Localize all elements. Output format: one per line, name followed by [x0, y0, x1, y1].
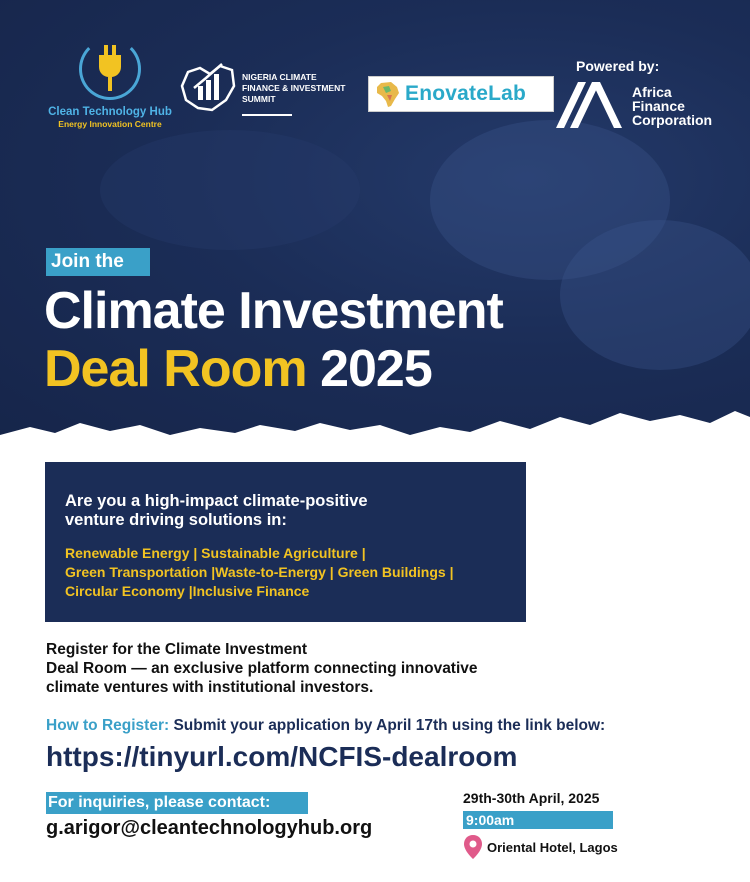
afc-line1: Africa — [632, 84, 672, 100]
cth-tagline: Energy Innovation Centre — [58, 119, 162, 129]
question-line2: venture driving solutions in: — [65, 511, 287, 529]
africa-map-icon — [373, 79, 403, 109]
afc-mark-icon — [556, 82, 628, 128]
cth-name: Clean Technology Hub — [48, 106, 172, 118]
sectors-line2: Green Transportation |Waste-to-Energy | Green Buildings | — [65, 564, 454, 580]
afc-line2: Finance — [632, 98, 685, 114]
sectors-line3: Circular Economy |Inclusive Finance — [65, 583, 310, 599]
nigeria-map-icon — [176, 56, 238, 118]
torn-paper-edge — [0, 395, 750, 455]
how-to-register-text: Submit your application by April 17th using the link below: — [169, 717, 606, 734]
powered-by-label: Powered by: — [576, 58, 660, 74]
location-pin-icon — [463, 834, 483, 860]
ncfis-line2: FINANCE & INVESTMENT — [242, 83, 346, 93]
question-line1: Are you a high-impact climate-positive — [65, 492, 368, 510]
venue-name: Oriental Hotel, Lagos — [487, 839, 618, 855]
plug-icon — [99, 55, 121, 77]
ncfis-logo — [176, 56, 366, 122]
background-shape — [100, 130, 360, 250]
afc-logo — [556, 82, 736, 130]
enovatelab-logo — [368, 76, 554, 112]
background-shape — [560, 220, 750, 370]
join-the-label: Join the — [46, 248, 150, 276]
title-line2 — [44, 339, 432, 399]
plug-ring-icon — [79, 38, 141, 100]
ncfis-underline — [242, 114, 292, 116]
clean-technology-hub-logo — [40, 38, 180, 129]
afc-line3: Corporation — [632, 112, 713, 128]
ncfis-line1: NIGERIA CLIMATE — [242, 72, 317, 82]
title-highlight: Deal Room — [44, 340, 307, 398]
enovatelab-name: EnovateLab — [405, 82, 527, 105]
how-to-register-label: How to Register: — [46, 717, 170, 734]
title-line1: Climate Investment — [44, 282, 503, 340]
how-to-register — [46, 717, 605, 735]
ncfis-line3: SUMMIT — [242, 94, 276, 104]
inquiries-label: For inquiries, please contact: — [46, 792, 308, 814]
contact-email[interactable]: g.arigor@cleantechnologyhub.org — [46, 817, 373, 839]
venture-info-box — [45, 462, 526, 622]
register-description: Register for the Climate Investment Deal Room — an exclusive platform connecting innovative climate ventures with institutional investors. — [46, 641, 478, 696]
event-venue — [463, 834, 618, 860]
registration-link[interactable]: https://tinyurl.com/NCFIS-dealroom — [46, 741, 518, 772]
event-date: 29th-30th April, 2025 — [463, 790, 600, 806]
title-year: 2025 — [320, 340, 432, 398]
event-time: 9:00am — [463, 811, 613, 829]
sectors-line1: Renewable Energy | Sustainable Agriculture | — [65, 545, 366, 561]
